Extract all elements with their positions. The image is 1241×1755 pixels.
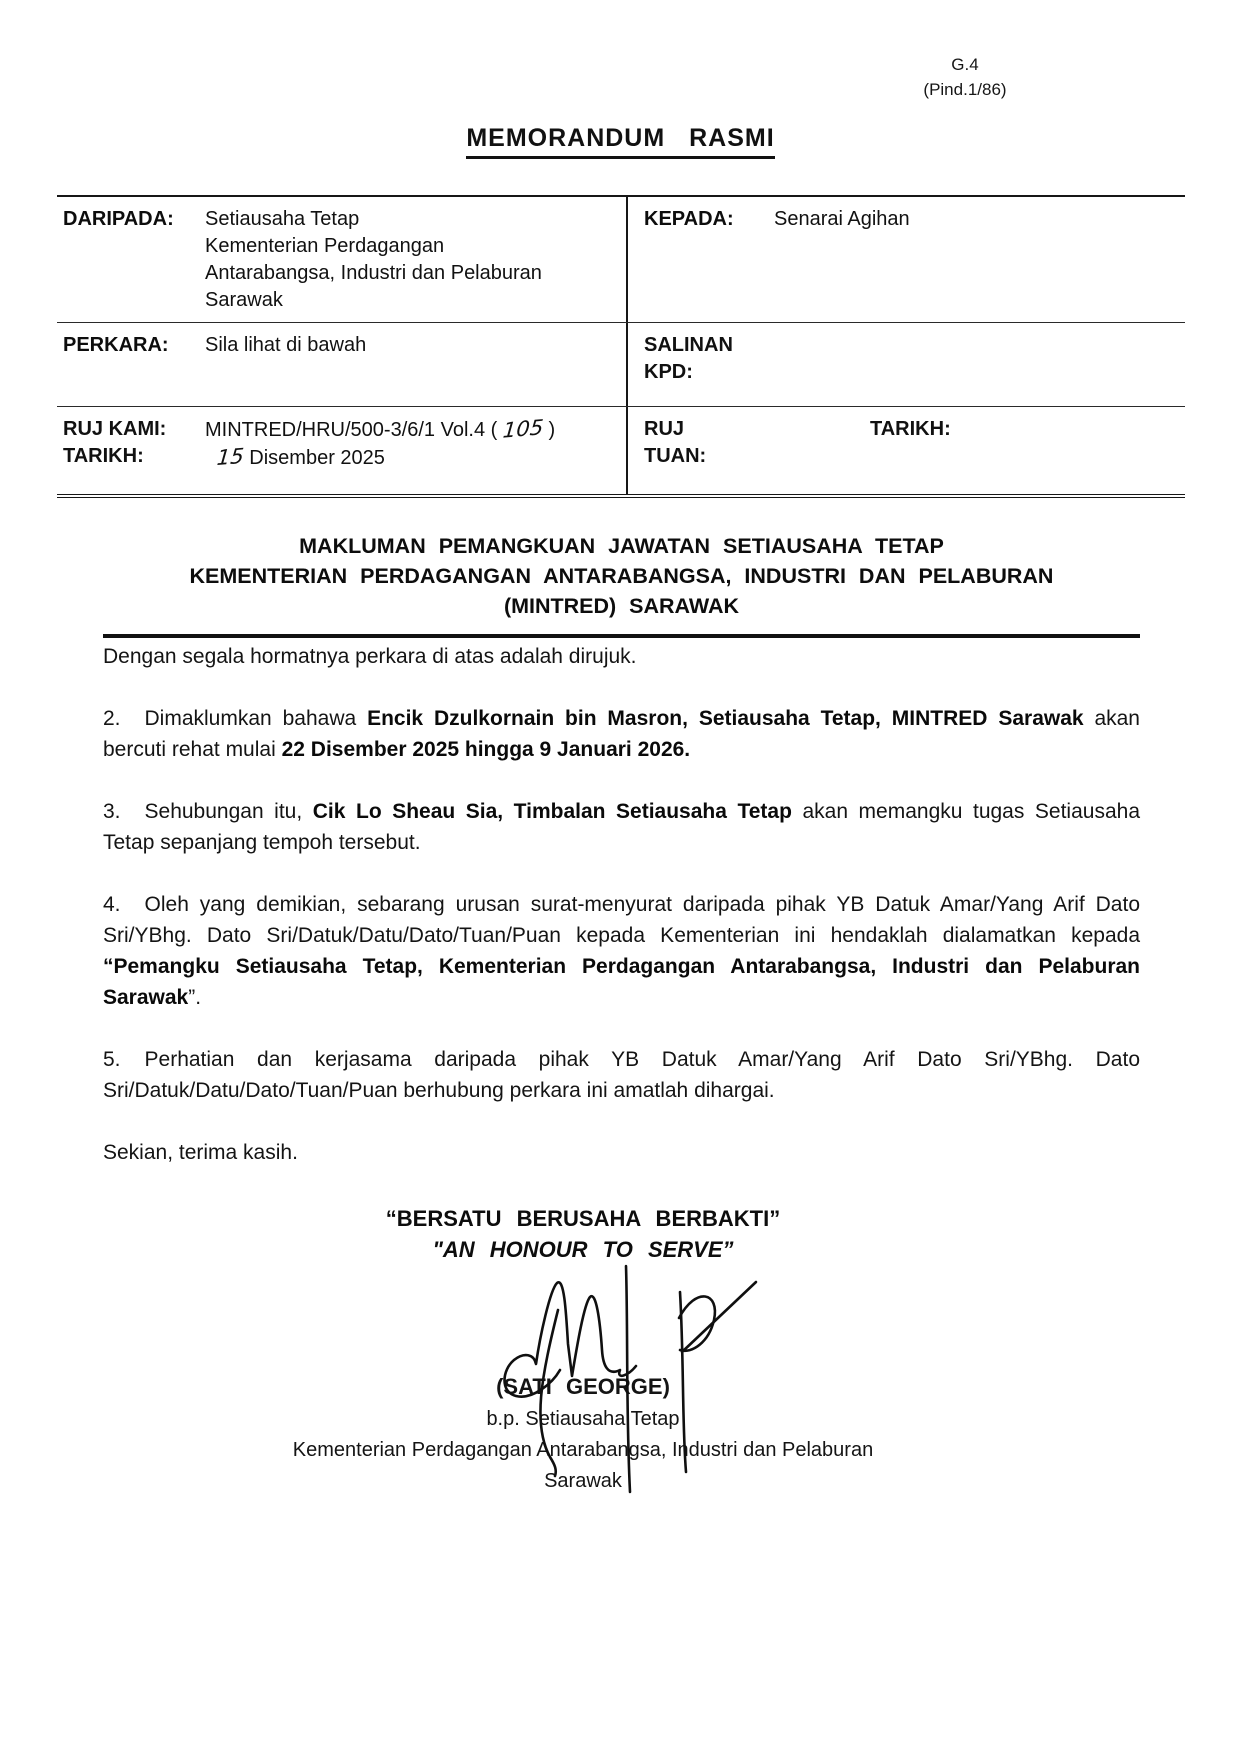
closing-line: Sekian, terima kasih. (103, 1141, 298, 1164)
kepada-cell (628, 197, 1185, 322)
tarikh-tuan-label: TARIKH: (870, 418, 951, 440)
ruj-kami-tarikh-values (205, 416, 620, 486)
motto-line-2: "AN HONOUR TO SERVE” (432, 1237, 734, 1262)
signature-org-line-1: Kementerian Perdagangan Antarabangsa, Industri dan Pelaburan (292, 1439, 874, 1461)
paragraph-1: Dengan segala hormatnya perkara di atas adalah dirujuk. (103, 645, 637, 668)
tarikh-value: 15 Disember 2025 (215, 443, 385, 471)
paragraph-4: 4. Oleh yang demikian, sebarang urusan surat-menyurat daripada pihak YB Datuk Amar/Yang Arif Dato Sri/YBhg. Dato Sri/Datuk/Datu/Dato/Tuan/Puan kepada Kementerian ini hendaklah dialamatkan kepada “Pemangku Setiausaha Tetap, Kementerian Perdagangan Antarabangsa, Industri dan Pelaburan Sarawak”. (103, 893, 1140, 1009)
motto-line-1: “BERSATU BERUSAHA BERBAKTI” (385, 1206, 781, 1231)
signature-pp-line: b.p. Setiausaha Tetap (486, 1408, 680, 1430)
signature-org-line-2: Sarawak (544, 1470, 622, 1492)
perkara-label: PERKARA: (63, 334, 169, 356)
signature-block (0, 1371, 1166, 1497)
paragraph-5: 5. Perhatian dan kerjasama daripada pihak YB Datuk Amar/Yang Arif Dato Sri/YBhg. Dato Sri/Datuk/Datu/Dato/Tuan/Puan berhubung perkara ini amatlah dihargai. (103, 1048, 1140, 1102)
kepada-label: KEPADA: (644, 208, 734, 230)
kepada-value: Senarai Agihan (774, 208, 910, 230)
paragraph-3: 3. Sehubungan itu, Cik Lo Sheau Sia, Timbalan Setiausaha Tetap akan memangku tugas Setiausaha Tetap sepanjang tempoh tersebut. (103, 800, 1140, 854)
paragraph-3-number: 3. (103, 800, 121, 823)
form-revision: (Pind.1/86) (923, 80, 1007, 99)
document-title: MEMORANDUM RASMI (0, 124, 1241, 159)
paragraph-2: 2. Dimaklumkan bahawa Encik Dzulkornain bin Masron, Setiausaha Tetap, MINTRED Sarawak akan bercuti rehat mulai 22 Disember 2025 hingga 9 Januari 2026. (103, 707, 1140, 761)
handwritten-day: 15 (215, 443, 245, 471)
ruj-kami-tarikh-labels (63, 416, 205, 486)
daripada-cell (57, 197, 628, 322)
perkara-cell (57, 323, 628, 406)
form-code-block (900, 52, 1030, 102)
table-row-perkara-salinan (57, 323, 1185, 407)
ruj-kami-cell (57, 407, 628, 494)
paragraph-2-number: 2. (103, 707, 121, 730)
daripada-label: DARIPADA: (63, 208, 174, 230)
salinan-label: SALINAN KPD: (644, 334, 733, 383)
ruj-tuan-label: RUJ TUAN: (644, 418, 707, 467)
daripada-value: Setiausaha Tetap Kementerian Perdagangan Antarabangsa, Industri dan Pelaburan Sarawak (205, 208, 542, 311)
subject-line-1: MAKLUMAN PEMANGKUAN JAWATAN SETIAUSAHA TETAP (299, 534, 944, 558)
tarikh-label: TARIKH: (63, 445, 144, 467)
paragraph-5-number: 5. (103, 1048, 121, 1071)
memo-body (103, 641, 1140, 1199)
form-code: G.4 (951, 55, 979, 74)
paragraph-4-number: 4. (103, 893, 121, 916)
table-row-ruj-tarikh (57, 407, 1185, 494)
ruj-tuan-cell (628, 407, 1185, 494)
motto-block (0, 1203, 1166, 1265)
ruj-kami-label: RUJ KAMI: (63, 418, 167, 440)
perkara-value: Sila lihat di bawah (205, 334, 367, 356)
ruj-kami-value: MINTRED/HRU/500-3/6/1 Vol.4 ( 105 ) (205, 415, 556, 443)
signatory-name: (SATI GEORGE) (496, 1374, 670, 1399)
memo-header-table (57, 195, 1185, 498)
salinan-cell (628, 323, 1185, 406)
subject-line-3: (MINTRED) SARAWAK (503, 594, 740, 618)
subject-heading (103, 531, 1140, 638)
table-row-daripada-kepada (57, 197, 1185, 323)
subject-line-2: KEMENTERIAN PERDAGANGAN ANTARABANGSA, INDUSTRI DAN PELABURAN (189, 564, 1054, 588)
handwritten-ref-number: 105 (501, 415, 545, 443)
